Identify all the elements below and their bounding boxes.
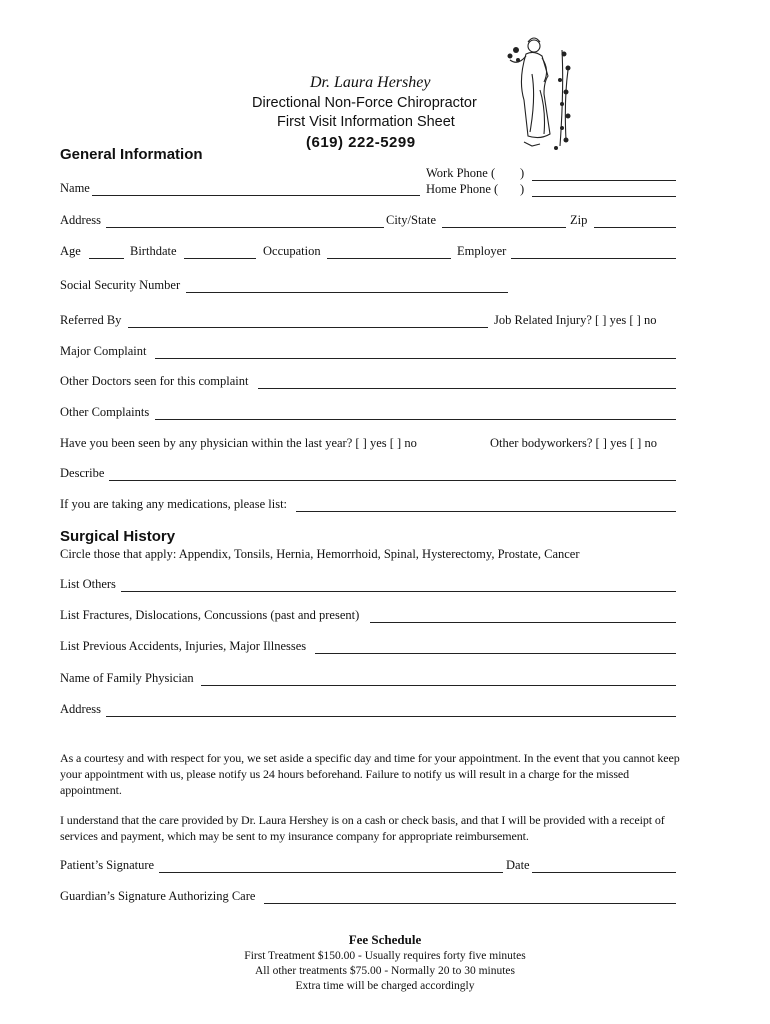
name-label: Name — [60, 181, 90, 195]
medications-label: If you are taking any medications, please list: — [60, 497, 288, 511]
general-information-heading: General Information — [60, 146, 203, 163]
family-physician-label: Name of Family Physician — [60, 671, 194, 685]
home-phone-paren: ) — [520, 182, 525, 196]
work-phone-label: Work Phone ( — [426, 166, 496, 180]
referred-by-field[interactable] — [128, 327, 488, 328]
address-label: Address — [60, 213, 101, 227]
major-complaint-label: Major Complaint — [60, 344, 147, 358]
work-phone-paren: ) — [520, 166, 525, 180]
other-doctors-field[interactable] — [258, 388, 676, 389]
address-field[interactable] — [106, 227, 384, 228]
figure-with-flowers-illustration-icon — [496, 30, 586, 155]
fee-line-other-treatments: All other treatments $75.00 - Normally 20 to 30 minutes — [255, 965, 515, 977]
fee-line-first-treatment: First Treatment $150.00 - Usually requires forty five minutes — [244, 950, 526, 962]
list-others-label: List Others — [60, 577, 116, 591]
doctor-name: Dr. Laura Hershey — [310, 74, 431, 91]
age-field[interactable] — [89, 258, 124, 259]
referred-by-label: Referred By — [60, 313, 122, 327]
city-state-field[interactable] — [442, 227, 566, 228]
bodyworkers-question-checkboxes[interactable]: Other bodyworkers? [ ] yes [ ] no — [490, 436, 657, 450]
other-doctors-label: Other Doctors seen for this complaint — [60, 374, 249, 388]
practice-title: Directional Non-Force Chiropractor — [252, 95, 477, 111]
name-field[interactable] — [92, 195, 420, 196]
home-phone-field[interactable] — [532, 196, 676, 197]
patient-signature-field[interactable] — [159, 872, 503, 873]
physician-address-field[interactable] — [106, 716, 676, 717]
office-phone: (619) 222-5299 — [306, 134, 416, 151]
employer-label: Employer — [457, 244, 507, 258]
home-phone-label: Home Phone ( — [426, 182, 499, 196]
courtesy-policy-paragraph: As a courtesy and with respect for you, we set aside a specific day and time for your appointment. In the event that you cannot keep your appointment with us, please notify us 24 hours beforehand. Failure to notify us will result in a charge for the missed appointment. — [60, 751, 680, 797]
guardian-signature-label: Guardian’s Signature Authorizing Care — [60, 889, 256, 903]
physician-question-checkboxes[interactable]: Have you been seen by any physician within the last year? [ ] yes [ ] no — [60, 436, 417, 450]
employer-field[interactable] — [511, 258, 676, 259]
sheet-title: First Visit Information Sheet — [277, 114, 455, 130]
work-phone-area-code-field[interactable] — [493, 166, 511, 180]
zip-label: Zip — [570, 213, 588, 227]
fractures-field[interactable] — [370, 622, 676, 623]
birthdate-field[interactable] — [184, 258, 256, 259]
home-phone-area-code-field[interactable] — [493, 182, 511, 196]
birthdate-label: Birthdate — [130, 244, 177, 258]
job-related-injury-checkboxes[interactable]: Job Related Injury? [ ] yes [ ] no — [494, 313, 657, 327]
circle-conditions-text[interactable]: Circle those that apply: Appendix, Tonsils, Hernia, Hemorrhoid, Spinal, Hysterectomy, Prostate, Cancer — [60, 547, 580, 561]
fee-schedule-title: Fee Schedule — [348, 932, 422, 947]
fractures-label: List Fractures, Dislocations, Concussions (past and present) — [60, 608, 360, 622]
accidents-field[interactable] — [315, 653, 676, 654]
occupation-field[interactable] — [327, 258, 451, 259]
family-physician-field[interactable] — [201, 685, 676, 686]
surgical-history-heading: Surgical History — [60, 528, 176, 545]
other-complaints-field[interactable] — [155, 419, 676, 420]
accidents-label: List Previous Accidents, Injuries, Major Illnesses — [60, 639, 307, 653]
describe-label: Describe — [60, 466, 105, 480]
guardian-signature-field[interactable] — [264, 903, 676, 904]
zip-field[interactable] — [594, 227, 676, 228]
age-label: Age — [60, 244, 81, 258]
date-label: Date — [506, 858, 530, 872]
describe-field[interactable] — [109, 480, 676, 481]
occupation-label: Occupation — [263, 244, 321, 258]
date-field[interactable] — [532, 872, 676, 873]
medications-field[interactable] — [296, 511, 676, 512]
city-state-label: City/State — [386, 213, 436, 227]
other-complaints-label: Other Complaints — [60, 405, 150, 419]
ssn-label: Social Security Number — [60, 278, 181, 292]
patient-signature-label: Patient’s Signature — [60, 858, 155, 872]
ssn-field[interactable] — [186, 292, 508, 293]
list-others-field[interactable] — [121, 591, 676, 592]
fee-line-extra-time: Extra time will be charged accordingly — [295, 980, 475, 992]
major-complaint-field[interactable] — [155, 358, 676, 359]
payment-understanding-paragraph: I understand that the care provided by Dr. Laura Hershey is on a cash or check basis, and that I will be provided with a receipt of services and payment, which may be sent to my insurance company for appropriate reimbursement. — [60, 813, 665, 843]
physician-address-label: Address — [60, 702, 101, 716]
work-phone-field[interactable] — [532, 180, 676, 181]
